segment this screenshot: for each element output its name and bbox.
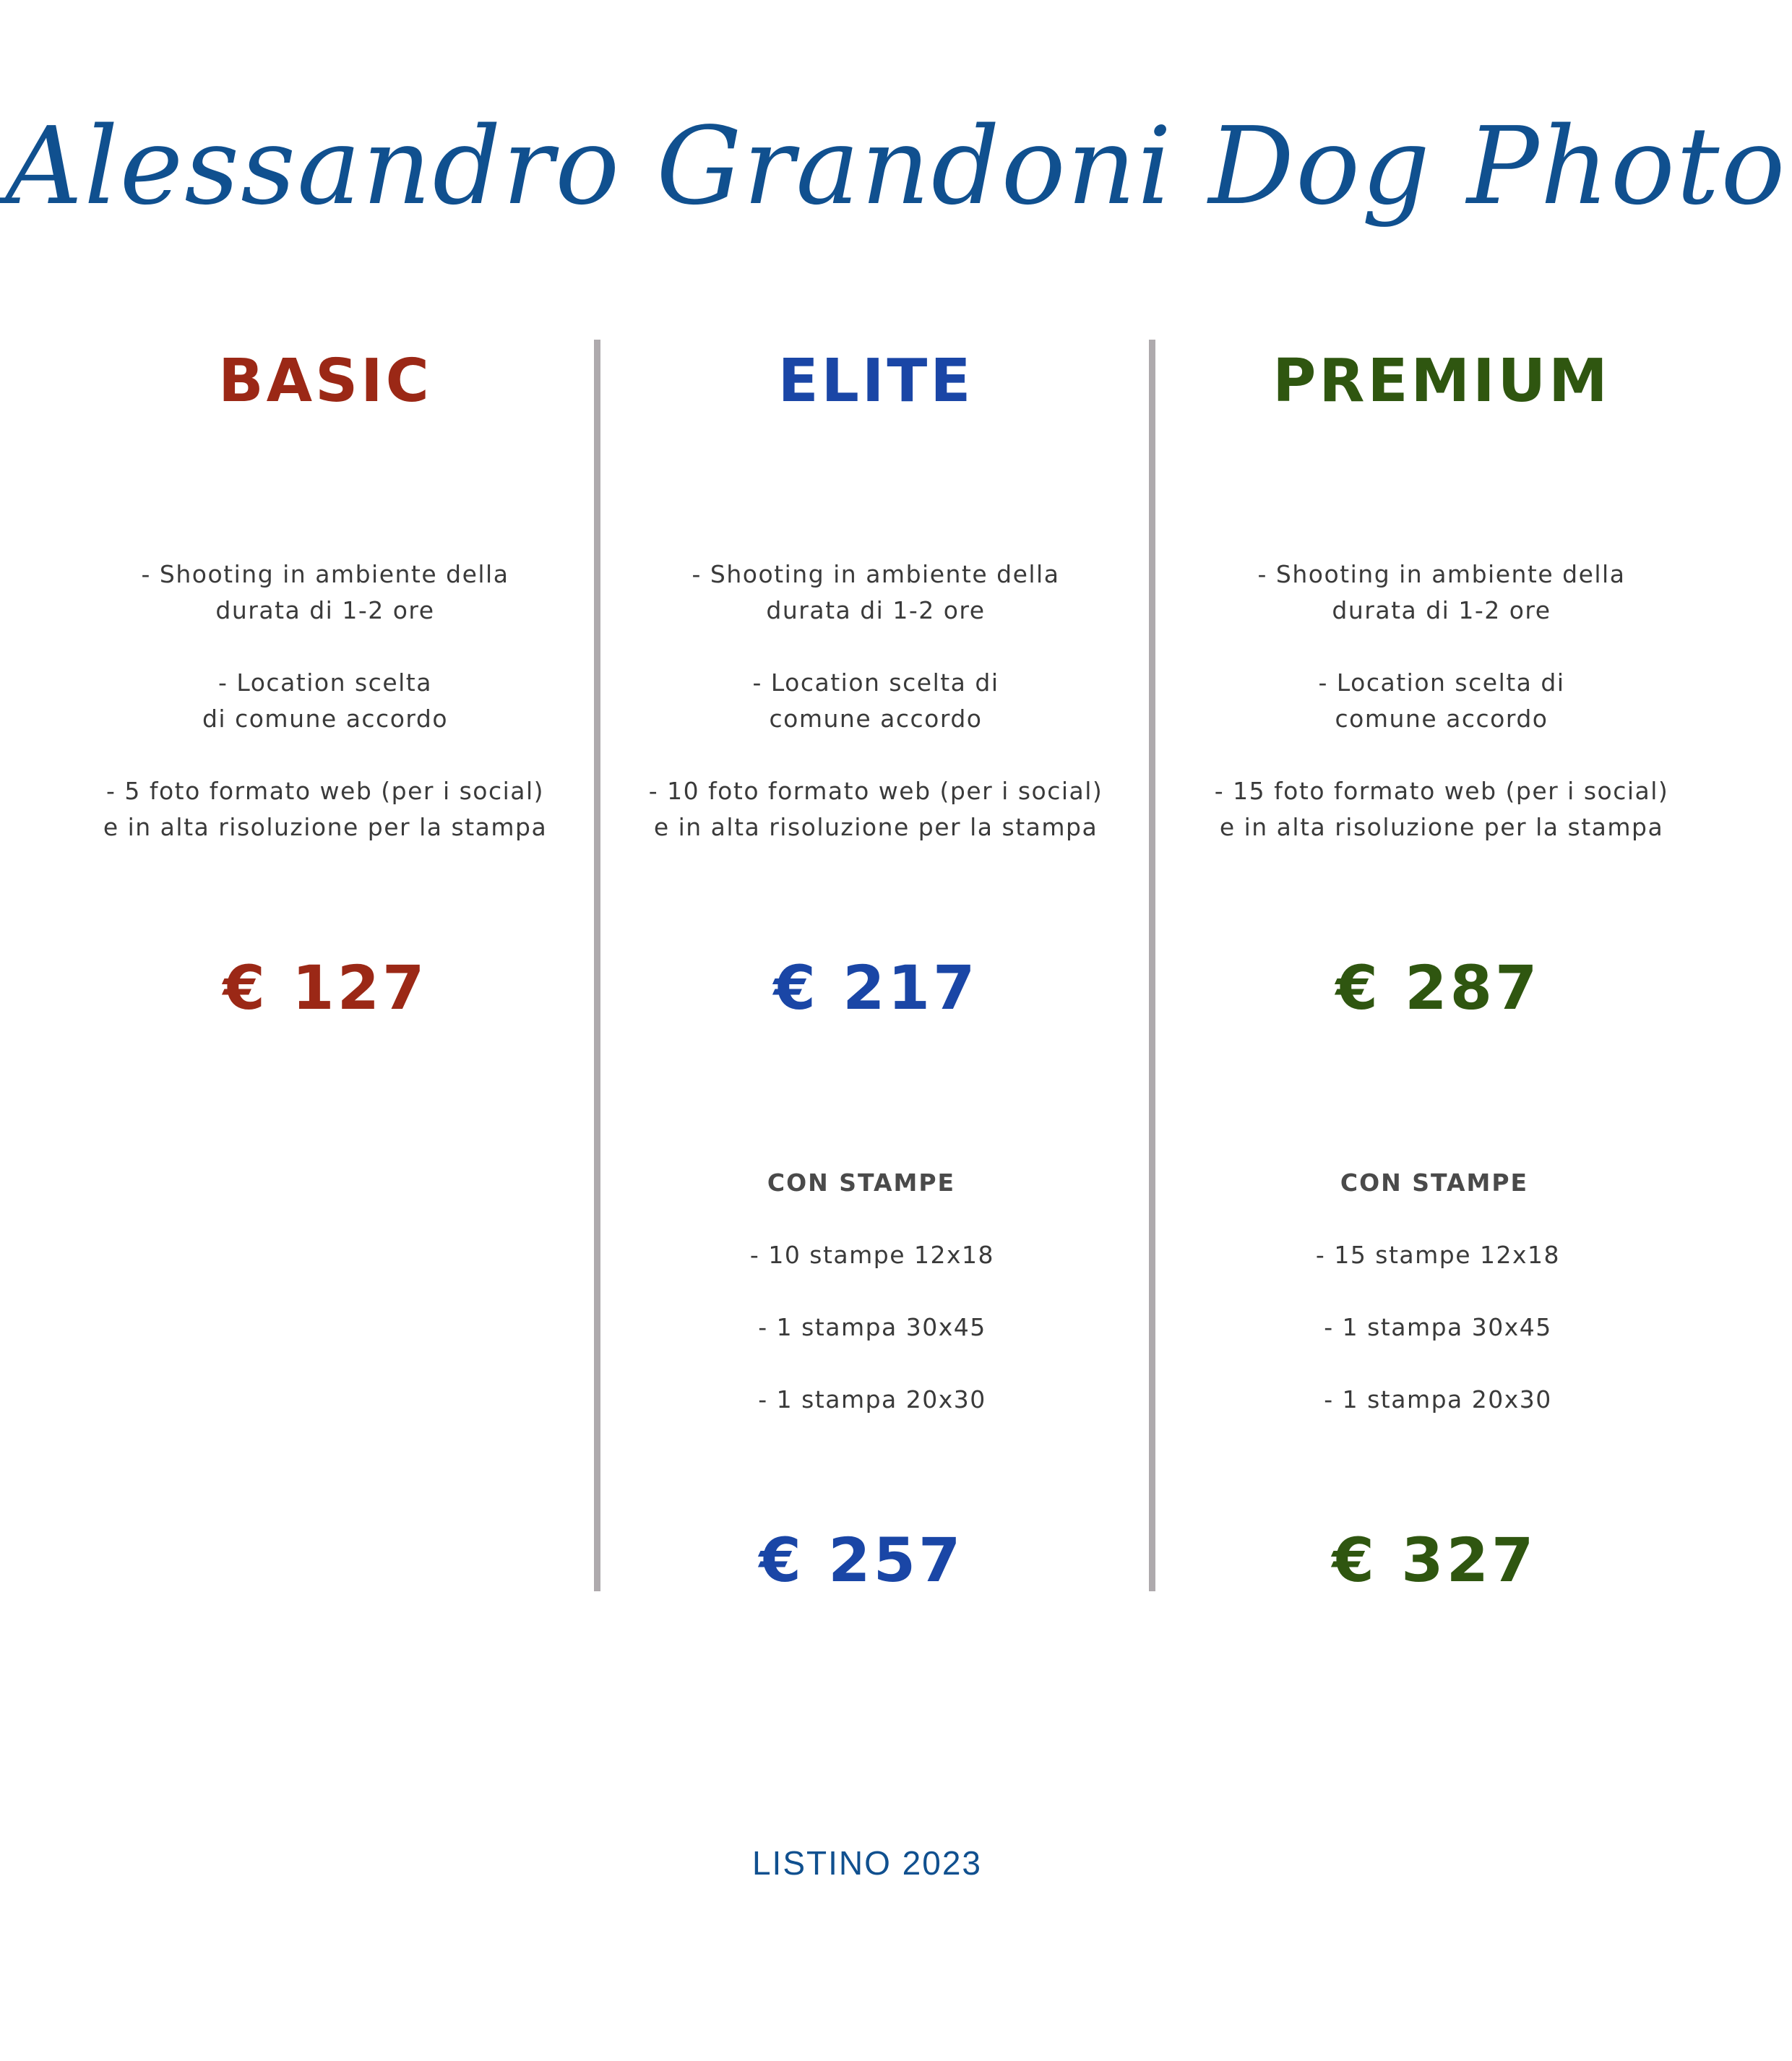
prints-list <box>594 1237 1150 1454</box>
feature-item: - 15 foto formato web (per i social) e in alta risoluzione per la stampa <box>1214 777 1669 841</box>
plan-features <box>43 556 607 882</box>
plan-prints-price: € 327 <box>1332 1525 1537 1596</box>
page-title: Alessandro Grandoni Dog Photo <box>5 104 1787 228</box>
plan-name: BASIC <box>218 347 432 416</box>
feature-item: - 5 foto formato web (per i social) e in alta risoluzione per la stampa <box>103 777 548 841</box>
plan-name: ELITE <box>777 347 974 416</box>
plan-prints-price: € 257 <box>759 1525 964 1596</box>
feature-item: - Location scelta di comune accordo <box>202 668 449 733</box>
plan-features <box>601 556 1150 882</box>
feature-item: - Shooting in ambiente della durata di 1-2 ore <box>1257 560 1626 624</box>
plan-price: € 127 <box>223 952 428 1023</box>
plan-name: PREMIUM <box>1272 347 1611 416</box>
footer-label: LISTINO 2023 <box>751 1844 983 1882</box>
print-item: - 15 stampe 12x18 <box>1315 1241 1561 1269</box>
plan-column-elite <box>601 0 1150 2061</box>
feature-item: - 10 foto formato web (per i social) e in alta risoluzione per la stampa <box>648 777 1103 841</box>
feature-item: - Location scelta di comune accordo <box>1318 668 1565 733</box>
prints-list <box>1149 1237 1727 1454</box>
prints-heading: CON STAMPE <box>767 1169 956 1197</box>
print-item: - 1 stampa 30x45 <box>1324 1313 1552 1341</box>
print-item: - 1 stampa 30x45 <box>758 1313 986 1341</box>
plan-column-basic <box>43 0 607 2061</box>
print-item: - 10 stampe 12x18 <box>749 1241 995 1269</box>
feature-item: - Location scelta di comune accordo <box>752 668 999 733</box>
feature-item: - Shooting in ambiente della durata di 1-2 ore <box>692 560 1060 624</box>
plan-price: € 217 <box>773 952 978 1023</box>
plan-column-premium <box>1156 0 1727 2061</box>
plan-price: € 287 <box>1335 952 1541 1023</box>
feature-item: - Shooting in ambiente della durata di 1-2 ore <box>141 560 509 624</box>
print-item: - 1 stampa 20x30 <box>1324 1385 1552 1414</box>
prints-heading: CON STAMPE <box>1340 1169 1529 1197</box>
plan-features <box>1156 556 1727 882</box>
print-item: - 1 stampa 20x30 <box>758 1385 986 1414</box>
